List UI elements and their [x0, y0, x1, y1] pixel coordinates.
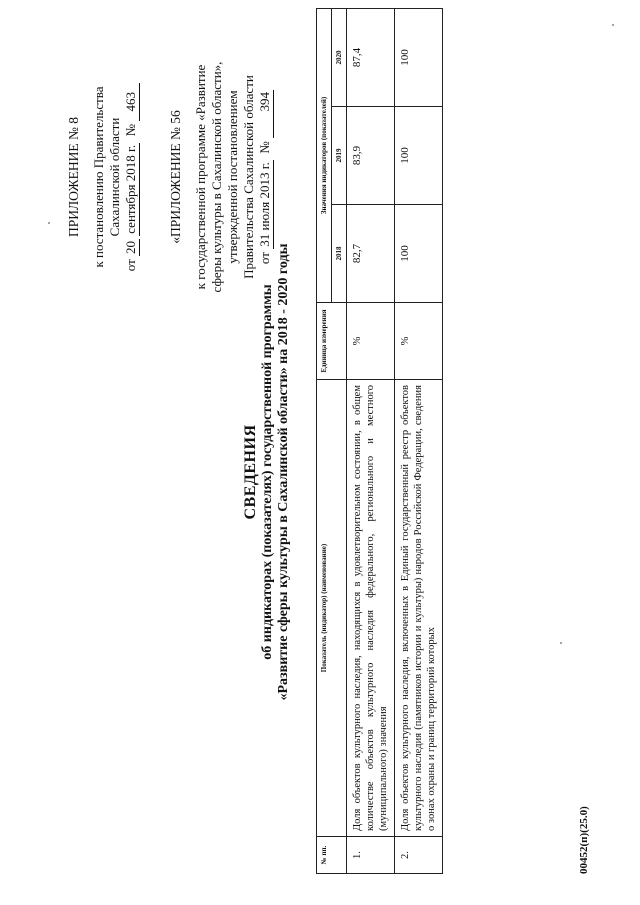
date-month-year: сентября 2018 г.	[123, 144, 138, 234]
row-value-2020: 100	[395, 9, 443, 107]
document-code: 00452(п)(25.0)	[578, 806, 590, 874]
program-number-sign: №	[257, 141, 272, 154]
header-year-2018: 2018	[332, 205, 347, 303]
row-indicator: Доля объектов культурного наследия, находящихся в удовлетворительном состоянии, в общем количестве объектов культурного наследия федерального, регионального и местного (муниципального) значения	[347, 380, 395, 837]
program-date-prefix: от	[257, 252, 272, 265]
program-number: 394	[257, 90, 274, 138]
indicators-table	[316, 8, 443, 874]
table-header-row	[317, 9, 332, 874]
row-value-2019: 83,9	[347, 107, 395, 205]
decree-line-2: Сахалинской области	[107, 117, 122, 237]
program-date: 31 июля 2013 г.	[257, 162, 272, 247]
row-unit: %	[347, 303, 395, 380]
number-sign: №	[123, 123, 138, 137]
row-value-2018: 100	[395, 205, 443, 303]
program-line-3: утвержденной постановлением	[225, 90, 240, 264]
header-values-group: Значения индикаторов (показателей)	[317, 9, 332, 303]
program-line-4: Правительства Сахалинской области	[241, 75, 256, 279]
title-subtitle-2: «Развитие сферы культуры в Сахалинской области» на 2018 - 2020 годы	[276, 243, 291, 701]
row-value-2019: 100	[395, 107, 443, 205]
row-value-2018: 82,7	[347, 205, 395, 303]
title-main: СВЕДЕНИЯ	[242, 424, 259, 520]
table-row	[395, 9, 443, 874]
document-title	[242, 172, 292, 772]
decree-date-line	[123, 22, 140, 332]
header-num: № пп.	[317, 837, 347, 874]
header-year-2019: 2019	[332, 107, 347, 205]
date-prefix: от	[123, 259, 138, 272]
row-value-2020: 87,4	[347, 9, 395, 107]
row-num: 1.	[347, 837, 395, 874]
table-row	[347, 9, 395, 874]
header-unit: Единица измерения	[317, 303, 347, 380]
date-day: 20	[123, 241, 138, 254]
row-indicator: Доля объектов культурного наследия, включенных в Единый государственный реестр объектов культурного наследия (памятников истории и культуры) народов Российской Федерации, сведения о зонах охраны и границ территорий которых	[395, 380, 443, 837]
row-unit: %	[395, 303, 443, 380]
appendix-header	[66, 22, 140, 332]
rotated-content	[20, 12, 620, 892]
header-indicator: Показатель (индикатор) (наименование)	[317, 380, 347, 837]
appendix-title: ПРИЛОЖЕНИЕ № 8	[66, 116, 81, 238]
decree-number: 463	[123, 83, 140, 121]
program-line-2: сферы культуры в Сахалинской области»,	[209, 61, 224, 293]
program-appendix-title: «ПРИЛОЖЕНИЕ № 56	[168, 110, 183, 244]
program-line-1: к государственной программе «Развитие	[193, 64, 208, 290]
title-subtitle-1: об индикаторах (показателях) государственной программы	[260, 284, 275, 660]
row-num: 2.	[395, 837, 443, 874]
decree-line-1: к постановлению Правительства	[91, 86, 106, 268]
header-year-2020: 2020	[332, 9, 347, 107]
